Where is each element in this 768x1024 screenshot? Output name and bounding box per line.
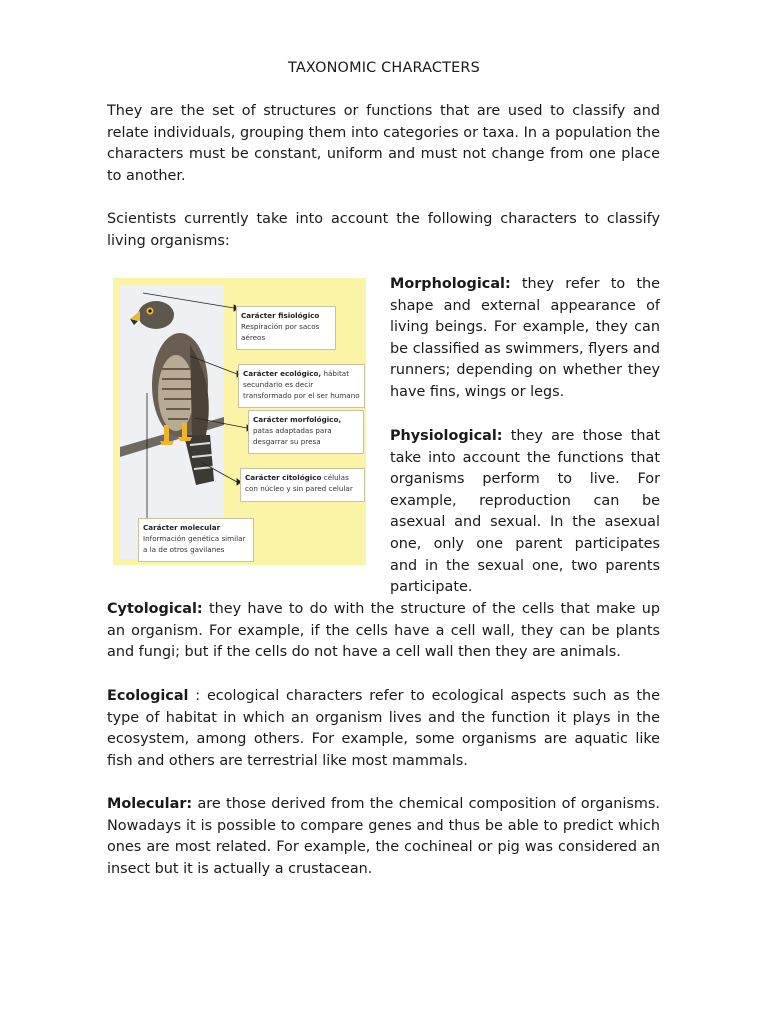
callout-text: células con núcleo y sin pared celular [245, 473, 353, 493]
section-text: they are those that take into account the functions that organisms perform to live. For example, reproduction can be asexual and sexual. In the asexual one, only one parent participates and in the sexual one, two parents participate. [390, 428, 660, 596]
section-term: Morphological: [390, 276, 511, 292]
lead-paragraph: Scientists currently take into account the following characters to classify living organisms: [107, 211, 660, 249]
callout-title: Carácter citológico [245, 473, 322, 482]
callout-text: Respiración por sacos aéreos [241, 322, 320, 342]
callout-title: Carácter fisiológico [241, 311, 320, 320]
section-cytological [107, 599, 660, 664]
page-title: TAXONOMIC CHARACTERS [288, 60, 480, 76]
callout-physiological [236, 306, 336, 350]
section-term: Molecular: [107, 796, 193, 812]
callout-title: Carácter molecular [143, 523, 221, 532]
taxonomic-characters-figure [113, 278, 366, 565]
callout-morphological [248, 410, 364, 454]
section-text: they refer to the shape and external appearance of living beings. For example, they can be classified as swimmers, flyers and runners; depending on whether they have fins, wings or legs. [390, 276, 660, 400]
callout-text: Información genética similar a la de otros gavilanes [143, 534, 246, 554]
section-text: : ecological characters refer to ecological aspects such as the type of habitat in which an organism lives and the function it plays in the ecosystem, among others. For example, some organisms are aquatic like fish and others are terrestrial like most mammals. [107, 688, 660, 769]
callout-text: hábitat secundario es decir transformado por el ser humano [243, 369, 360, 400]
callout-text: patas adaptadas para desgarrar su presa [253, 426, 332, 446]
section-term: Ecological [107, 688, 189, 704]
section-morphological [390, 274, 660, 404]
section-term: Physiological: [390, 428, 503, 444]
section-text: they have to do with the structure of the cells that make up an organism. For example, if the cells have a cell wall, they can be plants and fungi; but if the cells do not have a cell wall then they are animals. [107, 601, 660, 661]
section-molecular [107, 794, 660, 880]
callout-title: Carácter ecológico, [243, 369, 322, 378]
callout-ecological [238, 364, 365, 408]
section-ecological [107, 686, 660, 772]
callout-cytological [240, 468, 365, 502]
intro-paragraph: They are the set of structures or functions that are used to classify and relate individuals, grouping them into categories or taxa. In a population the characters must be constant, uniform and must not change from one place to another. [107, 103, 660, 184]
callout-molecular [138, 518, 254, 562]
section-physiological [390, 426, 660, 599]
callout-title: Carácter morfológico, [253, 415, 342, 424]
section-term: Cytological: [107, 601, 203, 617]
section-text: are those derived from the chemical composition of organisms. Nowadays it is possible to compare genes and thus be able to predict which ones are most related. For example, the cochineal or pig was considered an insect but it is actually a crustacean. [107, 796, 660, 877]
